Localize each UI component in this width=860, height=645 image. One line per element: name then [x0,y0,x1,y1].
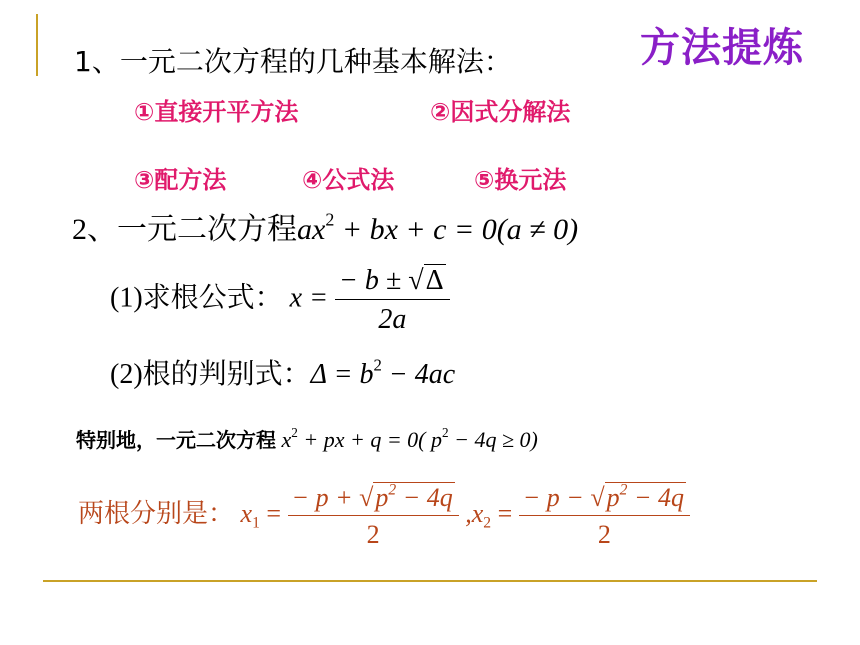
root1-sub: 1 [252,514,260,532]
method-factoring: ②因式分解法 [430,98,571,126]
root1-sqrt-tail: − 4q [396,483,453,512]
root1-var: x [240,498,253,528]
general-equation-exp: 2 [325,209,335,230]
method-substitution: ⑤换元法 [474,166,567,194]
root2-eq: = [491,498,513,528]
root1-sqrt-body [373,482,454,513]
root2-sub: 2 [483,514,492,532]
root1-numerator [288,482,459,516]
sqrt-delta: Δ [425,265,444,296]
section-heading-methods: 1、一元二次方程的几种基本解法： [74,45,512,78]
discriminant-exp: 2 [373,355,382,375]
discriminant-eq-pre: Δ = b [310,359,374,390]
root2-sqrt-body [605,482,686,513]
two-roots-label: 两根分别是： [78,498,235,528]
special-case-label: 特别地，一元二次方程 [76,428,276,452]
root2-sqrt-exp: 2 [619,481,628,499]
root2-fraction [519,482,690,550]
root1-fraction [288,482,459,550]
numerator-pre: − b ± [338,265,409,296]
method-direct-sqrt: ①直接开平方法 [134,98,299,126]
method-formula: ④公式法 [302,166,395,194]
special-tail: − 4q ≥ 0) [448,427,538,452]
root2-sqrt-tail: − 4q [627,483,684,512]
quadratic-formula-denominator: 2a [378,304,407,335]
special-case [76,424,538,453]
root2-denominator: 2 [597,520,611,549]
discriminant [110,352,455,392]
quadratic-formula-fraction [335,264,450,336]
quadratic-formula-lhs: x = [289,282,328,314]
general-equation-label: 2、一元二次方程 [72,213,297,246]
general-equation-ax: ax [297,213,326,246]
root2-numerator [519,482,690,516]
quadratic-formula-numerator [335,264,450,300]
root2-sqrt-p: p [606,483,620,512]
root2-var: x [471,498,484,528]
general-equation-rest: + bx + c = 0(a ≠ 0) [334,213,579,246]
root1-sqrt-exp: 2 [388,481,397,499]
slide-title: 方法提炼 [640,25,804,71]
sqrt-sign: √ [408,265,424,296]
quadratic-formula-label: (1)求根公式： [110,282,283,314]
decorative-bottom-line [43,580,817,582]
decorative-vertical-line [36,14,38,76]
special-mid: + px + q = 0( p [297,427,442,452]
root1-sqrt-sign: √ [359,483,374,512]
special-x: x [276,427,292,452]
special-exp1: 2 [291,425,298,441]
root2-sqrt-sign: √ [590,483,605,512]
discriminant-label: (2)根的判别式： [110,359,311,390]
discriminant-eq-post: − 4ac [381,359,456,390]
special-exp2: 2 [442,425,449,441]
root1-num-pre: − p + [291,483,360,512]
root-separator: , [458,498,472,528]
root2-num-pre: − p − [522,483,591,512]
two-roots [78,482,690,550]
general-equation [72,204,578,248]
method-completing-square: ③配方法 [134,166,227,194]
root1-sqrt-p: p [375,483,389,512]
root1-denominator: 2 [366,520,380,549]
root1-eq: = [259,498,282,528]
quadratic-formula [110,264,450,336]
